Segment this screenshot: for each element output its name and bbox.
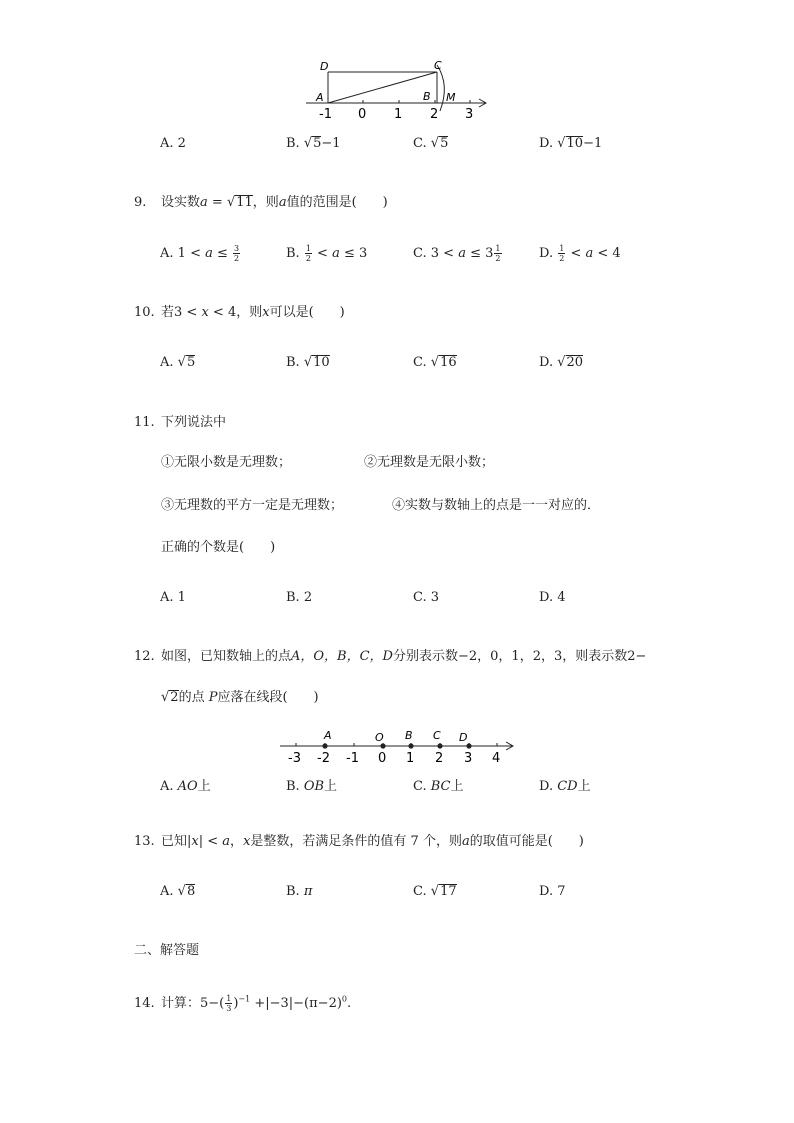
q11-statement-1: ①无限小数是无理数； bbox=[161, 455, 292, 470]
q12-stem-line2 bbox=[161, 686, 319, 705]
q8-figure bbox=[300, 55, 495, 125]
q11-ask: 正确的个数是( ) bbox=[161, 540, 276, 555]
option-letter: D. bbox=[539, 884, 554, 899]
label-m: M bbox=[446, 91, 456, 104]
sqrt: √5 bbox=[303, 135, 322, 152]
question-number: 11. bbox=[134, 415, 155, 430]
stem-text: 分别表示数−2，0，1，2，3，则表示数2− bbox=[393, 649, 647, 664]
radicand: 17 bbox=[440, 884, 457, 899]
stem-text: . bbox=[347, 996, 352, 1011]
q10-stem bbox=[134, 301, 345, 320]
option-suffix: 上 bbox=[197, 779, 211, 794]
fraction bbox=[494, 244, 501, 263]
q13-stem bbox=[134, 830, 584, 849]
tick-label: 3 bbox=[464, 751, 473, 766]
exponent: 0 bbox=[341, 994, 348, 1004]
diagonal-ac bbox=[328, 72, 437, 103]
option-letter: A. bbox=[160, 590, 174, 605]
var-x: x bbox=[243, 834, 251, 849]
q12-option-d[interactable] bbox=[539, 775, 591, 794]
option-value: π bbox=[303, 884, 313, 899]
var-a: a bbox=[200, 195, 208, 210]
option-letter: A. bbox=[160, 136, 174, 151]
point-c bbox=[437, 743, 442, 748]
option-letter: B. bbox=[286, 884, 300, 899]
tick-label: 0 bbox=[378, 751, 387, 766]
point-label: C bbox=[433, 729, 441, 742]
tick-label: 2 bbox=[430, 107, 439, 122]
option-letter: B. bbox=[286, 355, 300, 370]
q12-option-b[interactable] bbox=[286, 775, 337, 794]
math-text: 3 < bbox=[430, 246, 459, 261]
numerator: 3 bbox=[234, 244, 240, 253]
label-c: C bbox=[434, 59, 442, 72]
radicand: 16 bbox=[440, 355, 457, 370]
label-b: B bbox=[423, 90, 431, 103]
question-number: 9. bbox=[134, 195, 147, 210]
tick-label: 1 bbox=[394, 107, 403, 122]
var-a: a bbox=[461, 834, 470, 849]
stem-text: ) bbox=[233, 996, 239, 1011]
tick-label: 4 bbox=[492, 751, 501, 766]
radicand: 10 bbox=[313, 355, 330, 370]
var-p: P bbox=[208, 690, 218, 705]
option-suffix: 上 bbox=[324, 779, 338, 794]
tick-label: -1 bbox=[346, 751, 359, 766]
point-a bbox=[322, 743, 327, 748]
q8-option-d[interactable] bbox=[539, 136, 602, 151]
numerator: 1 bbox=[305, 244, 311, 253]
sqrt: √10 bbox=[303, 354, 330, 371]
option-value: 7 bbox=[557, 884, 566, 899]
option-letter: C. bbox=[413, 246, 427, 261]
question-number: 13. bbox=[134, 834, 155, 849]
option-tail: −1 bbox=[321, 136, 341, 151]
option-value: 2 bbox=[177, 136, 186, 151]
stem-text: 应落在线段( ) bbox=[217, 690, 319, 705]
option-letter: D. bbox=[539, 355, 554, 370]
q13-option-d[interactable] bbox=[539, 884, 566, 899]
option-letter: D. bbox=[539, 779, 554, 794]
q9-option-a[interactable] bbox=[160, 244, 241, 263]
q12-number-line-figure bbox=[278, 725, 518, 767]
option-letter: A. bbox=[160, 355, 174, 370]
option-value: 4 bbox=[557, 590, 566, 605]
question-number: 12. bbox=[134, 649, 155, 664]
q13-option-a[interactable] bbox=[160, 884, 195, 899]
option-letter: A. bbox=[160, 246, 174, 261]
segment-name: OB bbox=[303, 779, 325, 794]
q9-option-b[interactable] bbox=[286, 244, 367, 263]
section-title: 二、解答题 bbox=[134, 943, 200, 958]
option-value: 2 bbox=[303, 590, 313, 605]
math-text: 1 < bbox=[177, 246, 206, 261]
option-letter: A. bbox=[160, 884, 174, 899]
stem-text: +|−3|−(π−2) bbox=[250, 996, 342, 1011]
fraction bbox=[233, 244, 240, 263]
sqrt: √5 bbox=[177, 354, 196, 371]
var-a: a bbox=[585, 246, 594, 261]
stem-text: < 4，则 bbox=[208, 305, 263, 320]
point-label: O bbox=[375, 731, 384, 744]
denominator: 2 bbox=[495, 254, 501, 263]
q10-option-a[interactable] bbox=[160, 355, 195, 370]
tick-label: 0 bbox=[358, 107, 367, 122]
tick-label: -1 bbox=[319, 107, 332, 122]
stem-text: 如图，已知数轴上的点 bbox=[161, 649, 292, 664]
tick-label: -3 bbox=[288, 751, 301, 766]
option-letter: C. bbox=[413, 884, 427, 899]
numerator: 1 bbox=[226, 994, 232, 1003]
option-tail: −1 bbox=[583, 136, 603, 151]
segment-name: AO bbox=[177, 779, 198, 794]
radicand: 11 bbox=[236, 195, 253, 210]
q9-option-d[interactable] bbox=[539, 244, 621, 263]
math-text: < bbox=[312, 246, 333, 261]
var-a: a bbox=[332, 246, 340, 261]
denominator: 3 bbox=[226, 1004, 232, 1013]
option-suffix: 上 bbox=[577, 779, 591, 794]
q10-option-b[interactable] bbox=[286, 355, 330, 370]
radicand: 5 bbox=[186, 355, 196, 370]
sqrt: √5 bbox=[430, 135, 449, 152]
numerator: 1 bbox=[495, 244, 501, 253]
q10-option-d[interactable] bbox=[539, 355, 583, 370]
label-d: D bbox=[320, 60, 329, 73]
tick-label: 3 bbox=[465, 107, 474, 122]
stem-text: 下列说法中 bbox=[161, 415, 227, 430]
stem-text: 的点 bbox=[178, 690, 209, 705]
point-label: A bbox=[324, 729, 332, 742]
stem-text: | < bbox=[198, 834, 223, 849]
sqrt: √10 bbox=[557, 135, 584, 152]
option-letter: C. bbox=[413, 779, 427, 794]
stem-text: 已知| bbox=[161, 834, 192, 849]
stem-text: ，则 bbox=[252, 195, 279, 210]
sqrt: √2 bbox=[161, 689, 179, 706]
q9-stem bbox=[134, 191, 388, 210]
point-o bbox=[380, 743, 385, 748]
stem-text: 若3 < bbox=[161, 305, 202, 320]
question-number: 14. bbox=[134, 996, 155, 1011]
q11-statement-3: ③无理数的平方一定是无理数； bbox=[161, 498, 344, 513]
q11-option-c[interactable] bbox=[413, 590, 439, 605]
q9-option-c[interactable] bbox=[413, 244, 503, 263]
fraction bbox=[225, 994, 232, 1013]
math-text: ≤ bbox=[212, 246, 233, 261]
stem-text: 设实数 bbox=[161, 195, 201, 210]
question-number: 10. bbox=[134, 305, 155, 320]
option-letter: B. bbox=[286, 779, 300, 794]
point-label: B bbox=[405, 729, 413, 742]
radicand: 8 bbox=[186, 884, 196, 899]
q10-option-c[interactable] bbox=[413, 355, 457, 370]
point-names: A，O，B，C，D bbox=[291, 649, 393, 664]
option-suffix: 上 bbox=[450, 779, 464, 794]
stem-text: 的取值可能是( ) bbox=[469, 834, 584, 849]
option-letter: D. bbox=[539, 246, 554, 261]
tick-label: 2 bbox=[435, 751, 444, 766]
math-text: < 4 bbox=[593, 246, 621, 261]
segment-name: BC bbox=[430, 779, 451, 794]
sqrt: √20 bbox=[557, 354, 584, 371]
var-x: x bbox=[191, 834, 199, 849]
option-letter: A. bbox=[160, 779, 174, 794]
sqrt: √11 bbox=[226, 194, 253, 211]
q11-stem bbox=[134, 411, 226, 430]
q11-statement-2: ②无理数是无限小数； bbox=[364, 455, 495, 470]
math-text: ≤ 3 bbox=[465, 246, 494, 261]
point-label: D bbox=[459, 731, 468, 744]
option-value: 1 bbox=[177, 590, 186, 605]
var-a: a bbox=[222, 834, 231, 849]
numerator: 1 bbox=[559, 244, 565, 253]
tick-label: -2 bbox=[317, 751, 330, 766]
stem-text: = bbox=[207, 195, 227, 210]
fraction bbox=[305, 244, 312, 263]
option-value: 3 bbox=[430, 590, 440, 605]
q11-option-b[interactable] bbox=[286, 590, 312, 605]
q8-option-b[interactable] bbox=[286, 136, 341, 151]
option-letter: B. bbox=[286, 590, 300, 605]
number-line-q8 bbox=[306, 99, 486, 107]
label-a: A bbox=[316, 91, 324, 104]
segment-name: CD bbox=[557, 779, 578, 794]
radicand: 10 bbox=[566, 136, 584, 151]
q13-option-b[interactable] bbox=[286, 884, 312, 899]
q11-option-d[interactable] bbox=[539, 590, 566, 605]
radicand: 2 bbox=[170, 690, 179, 705]
denominator: 2 bbox=[559, 254, 565, 263]
sqrt: √16 bbox=[430, 354, 457, 371]
stem-text: 计算：5−( bbox=[161, 996, 225, 1011]
option-letter: B. bbox=[286, 246, 300, 261]
option-letter: C. bbox=[413, 355, 427, 370]
denominator: 2 bbox=[234, 254, 240, 263]
fraction bbox=[558, 244, 565, 263]
option-letter: D. bbox=[539, 136, 554, 151]
math-text: ≤ 3 bbox=[339, 246, 368, 261]
stem-text: ， bbox=[230, 834, 244, 849]
option-letter: C. bbox=[413, 590, 427, 605]
q8-option-a[interactable] bbox=[160, 136, 186, 151]
point-b bbox=[408, 743, 413, 748]
q12-option-c[interactable] bbox=[413, 775, 464, 794]
var-a: a bbox=[458, 246, 466, 261]
radicand: 5 bbox=[313, 136, 322, 151]
q8-option-c[interactable] bbox=[413, 136, 448, 151]
var-x: x bbox=[262, 305, 270, 320]
var-a: a bbox=[205, 246, 213, 261]
radicand: 5 bbox=[440, 136, 449, 151]
tick-label: 1 bbox=[406, 751, 415, 766]
option-letter: B. bbox=[286, 136, 300, 151]
var-a: a bbox=[278, 195, 287, 210]
exponent: −1 bbox=[238, 994, 251, 1004]
denominator: 2 bbox=[305, 254, 311, 263]
math-text: < bbox=[566, 246, 586, 261]
var-x: x bbox=[201, 305, 209, 320]
sqrt: √17 bbox=[430, 883, 457, 900]
q12-stem-line1 bbox=[134, 645, 646, 664]
q11-statement-4: ④实数与数轴上的点是一一对应的． bbox=[392, 498, 601, 513]
stem-text: 值的范围是( ) bbox=[286, 195, 388, 210]
point-d bbox=[466, 743, 471, 748]
stem-text: 是整数，若满足条件的值有 7 个，则 bbox=[250, 834, 462, 849]
option-letter: C. bbox=[413, 136, 427, 151]
number-line-q12 bbox=[280, 742, 513, 750]
q11-option-a[interactable] bbox=[160, 590, 186, 605]
stem-text: 可以是( ) bbox=[269, 305, 345, 320]
radicand: 20 bbox=[566, 355, 584, 370]
sqrt: √8 bbox=[177, 883, 196, 900]
option-letter: D. bbox=[539, 590, 554, 605]
q12-option-a[interactable] bbox=[160, 775, 211, 794]
rectangle-abcd bbox=[328, 72, 437, 103]
q13-option-c[interactable] bbox=[413, 884, 457, 899]
q14-stem bbox=[134, 992, 351, 1013]
